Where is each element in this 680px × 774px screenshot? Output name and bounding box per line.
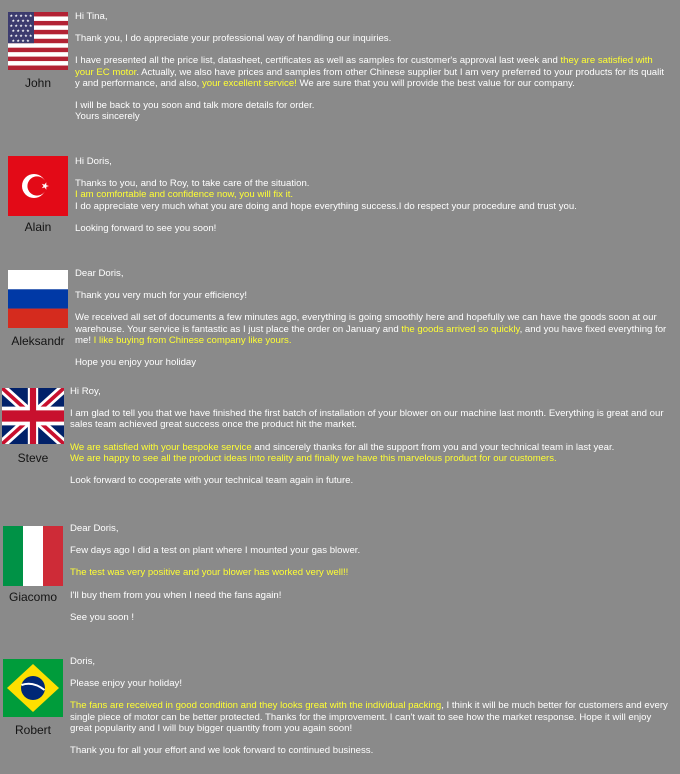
highlighted-text: We are happy to see all the product ideas into reality and finally we have this marvelous product for our customers.: [70, 452, 557, 464]
testimonial-robert: [0, 656, 680, 766]
greeting: Dear Doris,: [75, 268, 124, 279]
message-paragraph: [75, 33, 668, 44]
message-text: We received all set of documents a few minutes ago, everything is going smoothly here and hopefully we can have the goods soon at our warehouse. Your service is fantastic as I just place the order on January and: [75, 312, 657, 335]
svg-text:★ ★ ★ ★ ★: ★ ★ ★ ★ ★: [9, 13, 33, 18]
sender-name: Aleksandr: [11, 334, 65, 348]
greeting: Hi Roy,: [70, 386, 101, 397]
svg-text:★ ★ ★ ★ ★: ★ ★ ★ ★ ★: [9, 33, 33, 38]
message-paragraph: [70, 408, 668, 430]
message-paragraph: [70, 590, 668, 601]
message-text: See you soon !: [70, 611, 135, 623]
highlighted-text: The fans are received in good condition and they looks great with the individual packing: [70, 700, 442, 712]
testimonial-giacomo: [0, 523, 680, 633]
message-paragraph: [75, 55, 668, 89]
message-text: Thank you, I do appreciate your professional way of handling our inquiries.: [75, 33, 392, 45]
message-paragraph: [70, 745, 668, 756]
message-text: I will be back to you soon and talk more details for order.: [75, 100, 315, 112]
message-body: [70, 386, 668, 497]
sender-name: John: [24, 76, 52, 90]
message-paragraph: [75, 100, 668, 122]
message-paragraph: [70, 545, 668, 556]
message-paragraph: [70, 442, 668, 464]
message-text: Thank you for all your effort and we look forward to continued business.: [70, 745, 374, 757]
message-text: Please enjoy your holiday!: [70, 678, 182, 690]
testimonial-alain: [0, 155, 680, 255]
message-paragraph: [75, 290, 668, 301]
uk-flag-icon: [2, 388, 64, 444]
highlighted-text: We are satisfied with your bespoke service: [70, 441, 252, 453]
message-body: [75, 11, 668, 133]
highlighted-text: your excellent service!: [201, 77, 297, 89]
message-text: and sincerely thanks for all the support from you and your technical team in last year.: [251, 441, 615, 453]
message-text: , and you have fixed everything for me!: [75, 323, 667, 346]
message-text: Hope you enjoy your holiday: [75, 357, 197, 369]
message-paragraph: [70, 567, 668, 578]
message-paragraph: [75, 223, 668, 234]
message-text: Yours sincerely: [75, 111, 140, 123]
sender-name: Steve: [17, 451, 49, 465]
message-text: . Actually, we also have prices and samples from other Chinese supplier but I am very preferred to your products for its qualit y and performance, and also,: [75, 66, 665, 89]
message-body: [75, 156, 668, 245]
svg-text:★ ★ ★ ★ ★: ★ ★ ★ ★ ★: [9, 23, 33, 28]
testimonial-john: [0, 10, 680, 140]
message-paragraph: [75, 357, 668, 368]
usa-flag-icon: [8, 12, 68, 70]
message-body: [70, 523, 668, 634]
turkey-flag-icon: [8, 156, 68, 216]
highlighted-text: they are satisfied with your EC motor: [75, 55, 653, 78]
highlighted-text: I am comfortable and confidence now, you will fix it.: [75, 189, 294, 201]
message-paragraph: [70, 475, 668, 486]
message-text: Few days ago I did a test on plant where I mounted your gas blower.: [70, 545, 361, 557]
message-paragraph: [70, 678, 668, 689]
svg-text:★ ★ ★ ★: ★ ★ ★ ★: [11, 18, 30, 23]
brazil-flag-icon: [3, 659, 63, 717]
message-text: Look forward to cooperate with your technical team again in future.: [70, 475, 354, 487]
message-paragraph: [75, 312, 668, 346]
highlighted-text: The test was very positive and your blower has worked very well!!: [70, 567, 349, 579]
message-text: I have presented all the price list, datasheet, certificates as well as samples for customer's approval last week and: [75, 55, 561, 67]
message-paragraph: [70, 612, 668, 623]
testimonial-steve: [0, 385, 680, 515]
message-text: I do appreciate very much what you are doing and hope everything success.I do respect your procedure and trust you.: [75, 200, 577, 212]
message-text: Thank you very much for your efficiency!: [75, 290, 248, 302]
highlighted-text: I like buying from Chinese company like yours.: [93, 334, 292, 346]
message-body: [70, 656, 668, 767]
svg-text:★ ★ ★ ★: ★ ★ ★ ★: [11, 28, 30, 33]
message-body: [75, 268, 668, 379]
sender-name: Alain: [24, 220, 52, 234]
svg-text:★ ★ ★ ★: ★ ★ ★ ★: [11, 38, 30, 43]
russia-flag-icon: [8, 270, 68, 328]
message-text: Looking forward to see you soon!: [75, 222, 217, 234]
sender-name: Robert: [14, 723, 52, 737]
greeting: Dear Doris,: [70, 523, 119, 534]
highlighted-text: the goods arrived so quickly: [401, 323, 520, 335]
message-text: Thanks to you, and to Roy, to take care of the situation.: [75, 178, 310, 190]
message-text: , I think it will be much better for customers and every single piece of motor can be better protected. Thanks for the improvement. I can't wait to see how the market response. Hope it will enjoy great popularity and I will buy bigger quantity from you again soon!: [70, 700, 668, 734]
message-text: I'll buy them from you when I need the fans again!: [70, 589, 282, 601]
greeting: Hi Tina,: [75, 11, 108, 22]
greeting: Hi Doris,: [75, 156, 112, 167]
message-text: I am glad to tell you that we have finished the first batch of installation of your blower on our machine last month. Everything is great and our sales team achieved great success once the product hit the market.: [70, 408, 664, 431]
message-paragraph: [70, 700, 668, 734]
sender-name: Giacomo: [8, 590, 58, 604]
message-paragraph: [75, 178, 668, 212]
testimonial-aleksandr: [0, 268, 680, 378]
greeting: Doris,: [70, 656, 96, 667]
message-text: We are sure that you will provide the best value for our company.: [296, 77, 575, 89]
italy-flag-icon: [3, 526, 63, 586]
